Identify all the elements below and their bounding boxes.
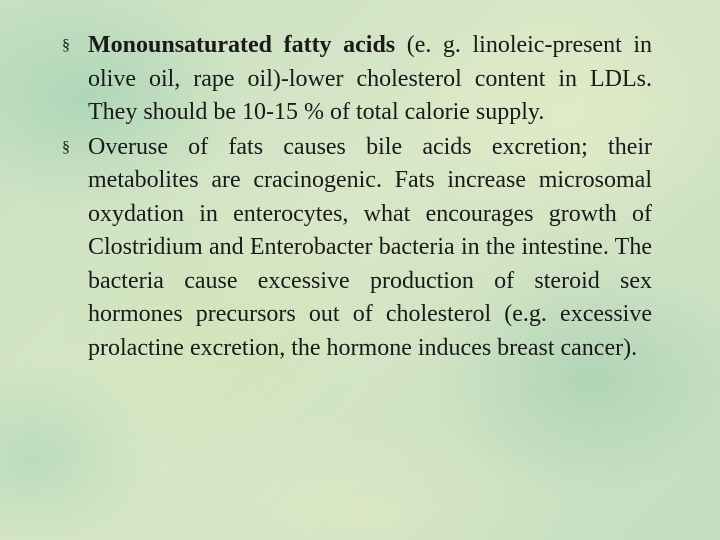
bullet-lead-term: Monounsaturated fatty acids xyxy=(88,32,396,58)
bullet-text: Overuse of fats causes bile acids excretion; their metabolites are cracinogenic. Fats increase microsomal oxydation in enterocytes, what encourages growth of Clostridium and Enterobacter bacteria in the intestine. The bacteria cause excessive production of steroid sex hormones precursors out of cholesterol (e.g. excessive prolactine excretion, the hormone induces breast cancer). xyxy=(88,133,652,361)
bullet-overuse-of-fats xyxy=(62,131,652,366)
bullet-marker-icon: § xyxy=(62,138,70,156)
bullet-monounsaturated-fatty-acids xyxy=(62,29,652,130)
bullet-marker-icon: § xyxy=(62,37,70,54)
bullet-text: (e. g. linoleic-present in olive oil, rape oil)-lower cholesterol content in LDLs. They should be 10-15 % of total calorie supply. xyxy=(88,32,652,125)
slide-body xyxy=(62,29,652,365)
